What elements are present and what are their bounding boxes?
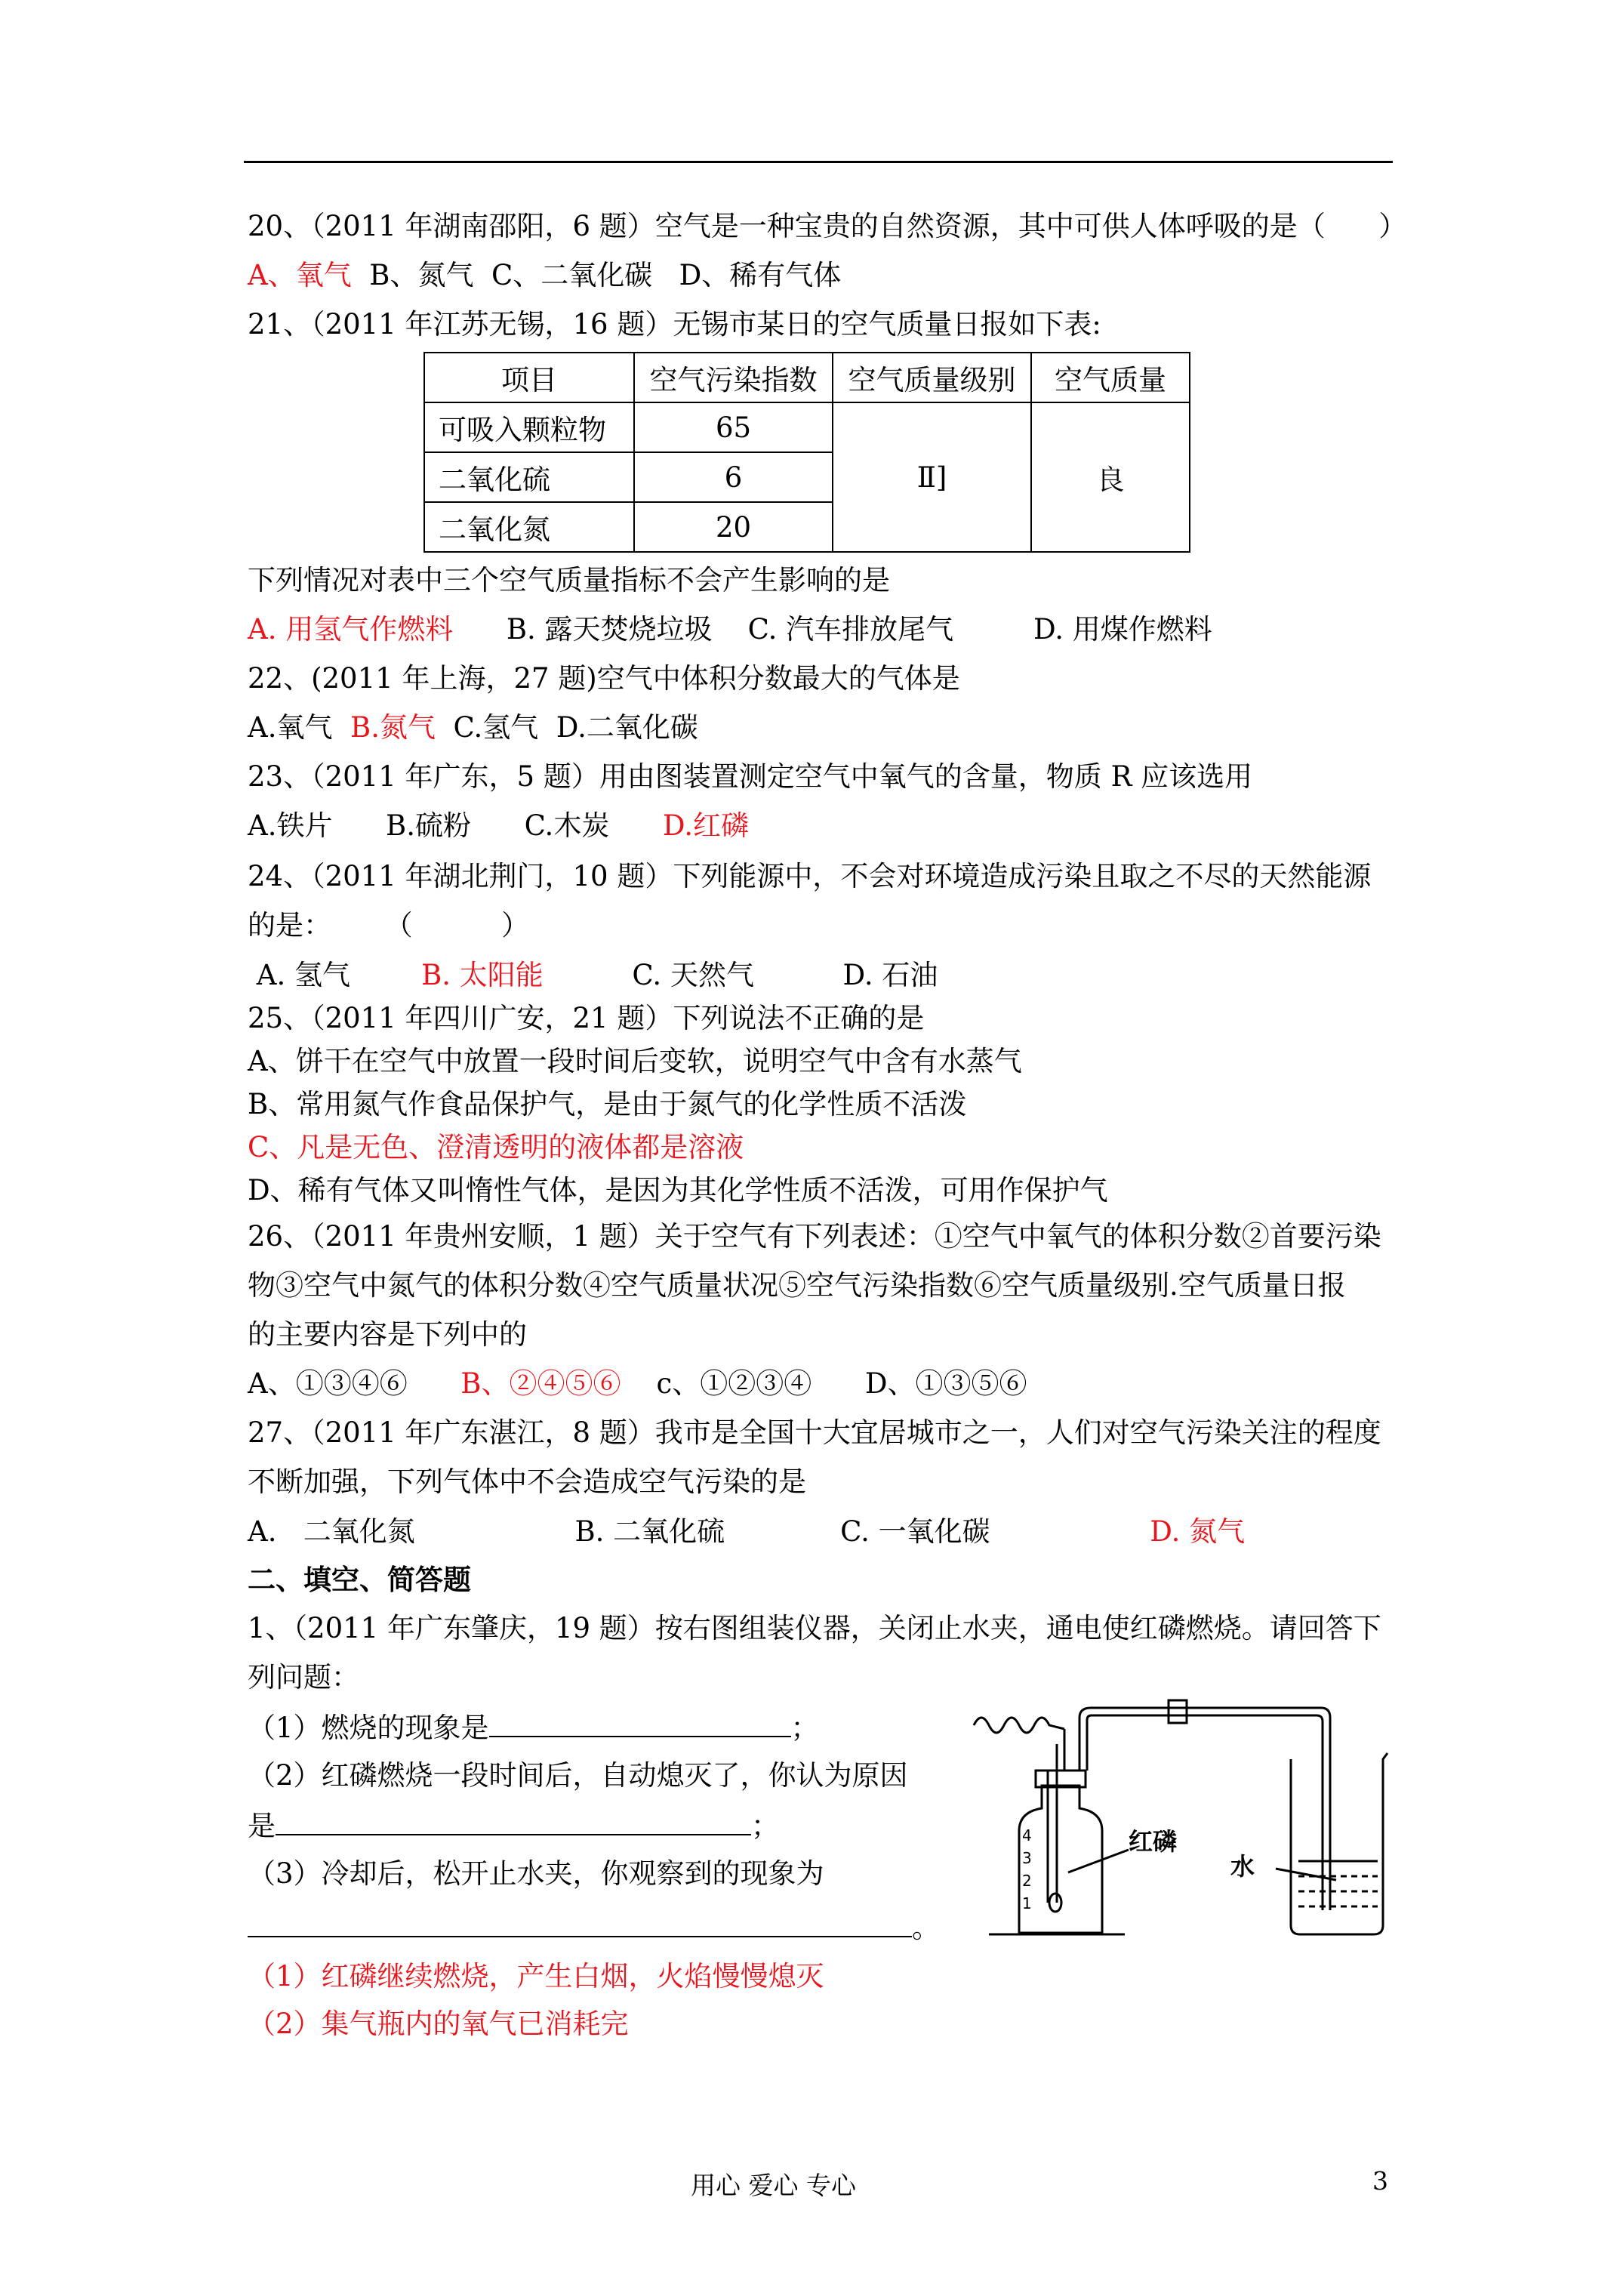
question-21-prompt: 下列情况对表中三个空气质量指标不会产生影响的是 bbox=[248, 564, 890, 596]
fill-question-1-part2b: 是 ； bbox=[248, 1810, 779, 1842]
question-25: 25、（2011 年四川广安，21 题）下列说法不正确的是 bbox=[248, 1002, 925, 1034]
table-cell: 65 bbox=[634, 402, 833, 452]
question-24: 24、（2011 年湖北荆门，10 题）下列能源中，不会对环境造成污染且取之不尽的天然能源 bbox=[248, 860, 1372, 892]
question-22-options: A.氧气 B.氮气 C.氢气 D.二氧化碳 bbox=[248, 711, 698, 744]
question-23: 23、（2011 年广东，5 题）用由图装置测定空气中氧气的含量，物质 R 应该选用 bbox=[248, 760, 1253, 793]
question-25-option-c: C、凡是无色、澄清透明的液体都是溶液 bbox=[248, 1131, 744, 1163]
fill-question-1-line2: 列问题： bbox=[248, 1661, 359, 1693]
scale-mark: 2 bbox=[1022, 1872, 1032, 1890]
fill-question-1-part3: （3）冷却后，松开止水夹，你观察到的现象为 bbox=[248, 1857, 824, 1890]
answer-option: A、氧气 bbox=[248, 259, 352, 291]
answer-option: D.红磷 bbox=[662, 809, 749, 842]
answer-line-2: （2）集气瓶内的氧气已消耗完 bbox=[248, 2008, 629, 2040]
page-number: 3 bbox=[1372, 2166, 1388, 2196]
table-cell-quality: 良 bbox=[1031, 402, 1190, 552]
question-26-line2: 物③空气中氮气的体积分数④空气质量状况⑤空气污染指数⑥空气质量级别.空气质量日报 bbox=[248, 1269, 1346, 1302]
question-21: 21、（2011 年江苏无锡，16 题）无锡市某日的空气质量日报如下表: bbox=[248, 308, 1101, 341]
table-cell: 6 bbox=[634, 452, 833, 502]
water-clamp-icon bbox=[1169, 1700, 1187, 1723]
answer-blank[interactable] bbox=[489, 1710, 791, 1737]
table-cell: 二氧化氮 bbox=[424, 502, 634, 552]
footer-motto: 用心 爱心 专心 bbox=[691, 2171, 856, 2200]
question-23-options: A.铁片 B.硫粉 C.木炭 D.红磷 bbox=[248, 809, 749, 842]
question-27: 27、（2011 年广东湛江，8 题）我市是全国十大宜居城市之一，人们对空气污染关注的程度 bbox=[248, 1416, 1381, 1449]
question-24-line2: 的是： （ ） bbox=[248, 909, 530, 942]
apparatus-figure bbox=[966, 1699, 1397, 1940]
question-24-options: A. 氢气 B. 太阳能 C. 天然气 D. 石油 bbox=[248, 959, 938, 991]
question-25-option-a: A、饼干在空气中放置一段时间后变软，说明空气中含有水蒸气 bbox=[248, 1045, 1022, 1077]
table-cell: 20 bbox=[634, 502, 833, 552]
question-27-options: A. 二氧化氮 B. 二氧化硫 C. 一氧化碳 D. 氮气 bbox=[248, 1515, 1246, 1548]
answer-option: A. 用氢气作燃料 bbox=[248, 613, 454, 646]
answer-blank[interactable] bbox=[276, 1808, 751, 1835]
answer-option: B、②④⑤⑥ bbox=[460, 1367, 621, 1400]
air-quality-table bbox=[423, 352, 1190, 553]
scale-mark: 1 bbox=[1022, 1894, 1032, 1912]
question-22: 22、(2011 年上海，27 题)空气中体积分数最大的气体是 bbox=[248, 662, 960, 695]
question-26-line3: 的主要内容是下列中的 bbox=[248, 1318, 527, 1351]
question-20-options: A、氧气 B、氮气 C、二氧化碳 D、稀有气体 bbox=[248, 259, 842, 291]
table-header: 空气质量 bbox=[1031, 353, 1190, 402]
label-red-phosphorus: 红磷 bbox=[1129, 1827, 1178, 1856]
scale-mark: 4 bbox=[1022, 1826, 1032, 1845]
question-25-option-b: B、常用氮气作食品保护气，是由于氮气的化学性质不活泼 bbox=[248, 1088, 967, 1120]
fill-question-1-part2: （2）红磷燃烧一段时间后，自动熄灭了，你认为原因 bbox=[248, 1759, 908, 1792]
question-21-options: A. 用氢气作燃料 B. 露天焚烧垃圾 C. 汽车排放尾气 D. 用煤作燃料 bbox=[248, 613, 1212, 646]
question-26-options: A、①③④⑥ B、②④⑤⑥ c、①②③④ D、①③⑤⑥ bbox=[248, 1367, 1027, 1400]
answer-blank[interactable] bbox=[248, 1910, 912, 1937]
table-header-row bbox=[424, 353, 1190, 402]
table-cell: 二氧化硫 bbox=[424, 452, 634, 502]
question-27-line2: 不断加强，下列气体中不会造成空气污染的是 bbox=[248, 1465, 806, 1498]
question-25-option-d: D、稀有气体又叫惰性气体，是因为其化学性质不活泼，可用作保护气 bbox=[248, 1174, 1108, 1207]
question-20: 20、（2011 年湖南邵阳，6 题）空气是一种宝贵的自然资源，其中可供人体呼吸的是（ ） bbox=[248, 210, 1407, 242]
table-cell: 可吸入颗粒物 bbox=[424, 402, 634, 452]
wire-coil-icon bbox=[974, 1718, 1064, 1733]
fill-question-1: 1、（2011 年广东肇庆，19 题）按右图组装仪器，关闭止水夹，通电使红磷燃烧。请回答下 bbox=[248, 1612, 1381, 1644]
answer-option: D. 氮气 bbox=[1150, 1515, 1246, 1548]
answer-option: B.氮气 bbox=[350, 711, 436, 744]
header-rule bbox=[244, 161, 1393, 163]
answer-option: B. 太阳能 bbox=[421, 959, 544, 991]
fill-question-1-part1: （1）燃烧的现象是 ； bbox=[248, 1712, 819, 1744]
question-26: 26、（2011 年贵州安顺，1 题）关于空气有下列表述：①空气中氧气的体积分数②首要污染 bbox=[248, 1220, 1381, 1253]
table-cell-level: Ⅱ] bbox=[833, 402, 1031, 552]
table-header: 空气污染指数 bbox=[634, 353, 833, 402]
label-water: 水 bbox=[1230, 1852, 1255, 1881]
section-heading: 二、填空、简答题 bbox=[248, 1563, 471, 1596]
answer-line-1: （1）红磷继续燃烧，产生白烟，火焰慢慢熄灭 bbox=[248, 1960, 824, 1992]
table-header: 项目 bbox=[424, 353, 634, 402]
table-header: 空气质量级别 bbox=[833, 353, 1031, 402]
table-row bbox=[424, 402, 1190, 452]
scale-mark: 3 bbox=[1022, 1849, 1032, 1867]
fill-question-1-part3-blank: 。 bbox=[248, 1910, 940, 1945]
